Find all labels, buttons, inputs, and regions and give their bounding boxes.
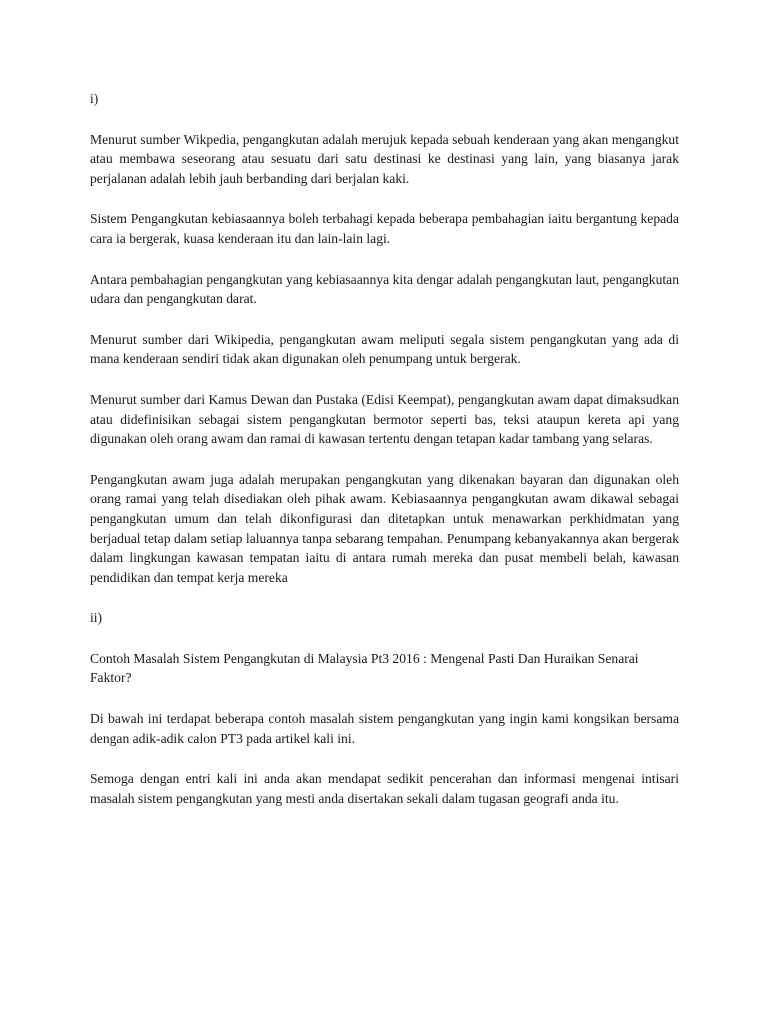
spacer bbox=[90, 109, 679, 130]
paragraph-kamus-dewan: Menurut sumber dari Kamus Dewan dan Pustaka (Edisi Keempat), pengangkutan awam dapat dimaksudkan atau didefinisikan sebagai sistem pengangkutan bermotor seperti bas, teksi ataupun kereta api yang digunakan oleh orang awam dan ramai di kawasan tertentu dengan tetapan kadar tambang yang selaras. bbox=[90, 391, 679, 447]
spacer bbox=[90, 449, 679, 470]
spacer bbox=[90, 309, 679, 330]
spacer bbox=[90, 628, 679, 649]
spacer bbox=[90, 369, 679, 390]
paragraph-closing: Semoga dengan entri kali ini anda akan mendapat sedikit pencerahan dan informasi mengenai intisari masalah sistem pengangkutan yang mesti anda disertakan sekali dalam tugasan geografi anda itu. bbox=[90, 771, 679, 806]
paragraph-definition-wikipedia: Menurut sumber Wikpedia, pengangkutan adalah merujuk kepada sebuah kenderaan yang akan mengangkut atau membawa seseorang atau sesuatu dari satu destinasi ke destinasi yang lain, yang biasanya jarak perjalanan adalah lebih jauh berbanding dari berjalan kaki. bbox=[90, 131, 679, 186]
spacer bbox=[90, 587, 679, 608]
document-page bbox=[90, 89, 679, 808]
paragraph-transport-types: Antara pembahagian pengangkutan yang kebiasaannya kita dengar adalah pengangkutan laut, pengangkutan udara dan pengangkutan darat. bbox=[90, 271, 679, 307]
section-heading: Contoh Masalah Sistem Pengangkutan di Malaysia Pt3 2016 : Mengenal Pasti Dan Huraikan Senarai Faktor? bbox=[90, 650, 639, 686]
paragraph-examples-intro: Di bawah ini terdapat beberapa contoh masalah sistem pengangkutan yang ingin kami kongsikan bersama dengan adik-adik calon PT3 pada artikel kali ini. bbox=[90, 711, 679, 746]
spacer bbox=[90, 188, 679, 209]
paragraph-public-transport-wikipedia: Menurut sumber dari Wikipedia, pengangkutan awam meliputi segala sistem pengangkutan yang ada di mana kenderaan sendiri tidak akan digunakan oleh penumpang untuk bergerak. bbox=[90, 331, 679, 367]
section-ii-marker: ii) bbox=[90, 610, 103, 626]
spacer bbox=[90, 748, 679, 769]
spacer bbox=[90, 249, 679, 270]
spacer bbox=[90, 688, 679, 709]
section-i-marker: i) bbox=[90, 91, 99, 106]
paragraph-system-divisions: Sistem Pengangkutan kebiasaannya boleh terbahagi kepada beberapa pembahagian iaitu bergantung kepada cara ia bergerak, kuasa kenderaan itu dan lain-lain lagi. bbox=[90, 211, 679, 246]
paragraph-public-transport-fee: Pengangkutan awam juga adalah merupakan pengangkutan yang dikenakan bayaran dan digunakan oleh orang ramai yang telah disediakan oleh pihak awam. Kebiasaannya pengangkutan awam dikawal sebagai pengangkutan umum dan telah dikonfigurasi dan ditetapkan untuk menawarkan perkhidmatan yang berjadual tetap dalam setiap laluannya tanpa sebarang tempahan. Penumpang kebanyakannya akan bergerak dalam lingkungan kawasan tempatan iaitu di antara rumah mereka dan pusat membeli belah, kawasan pendidikan dan tempat kerja mereka bbox=[90, 471, 679, 585]
